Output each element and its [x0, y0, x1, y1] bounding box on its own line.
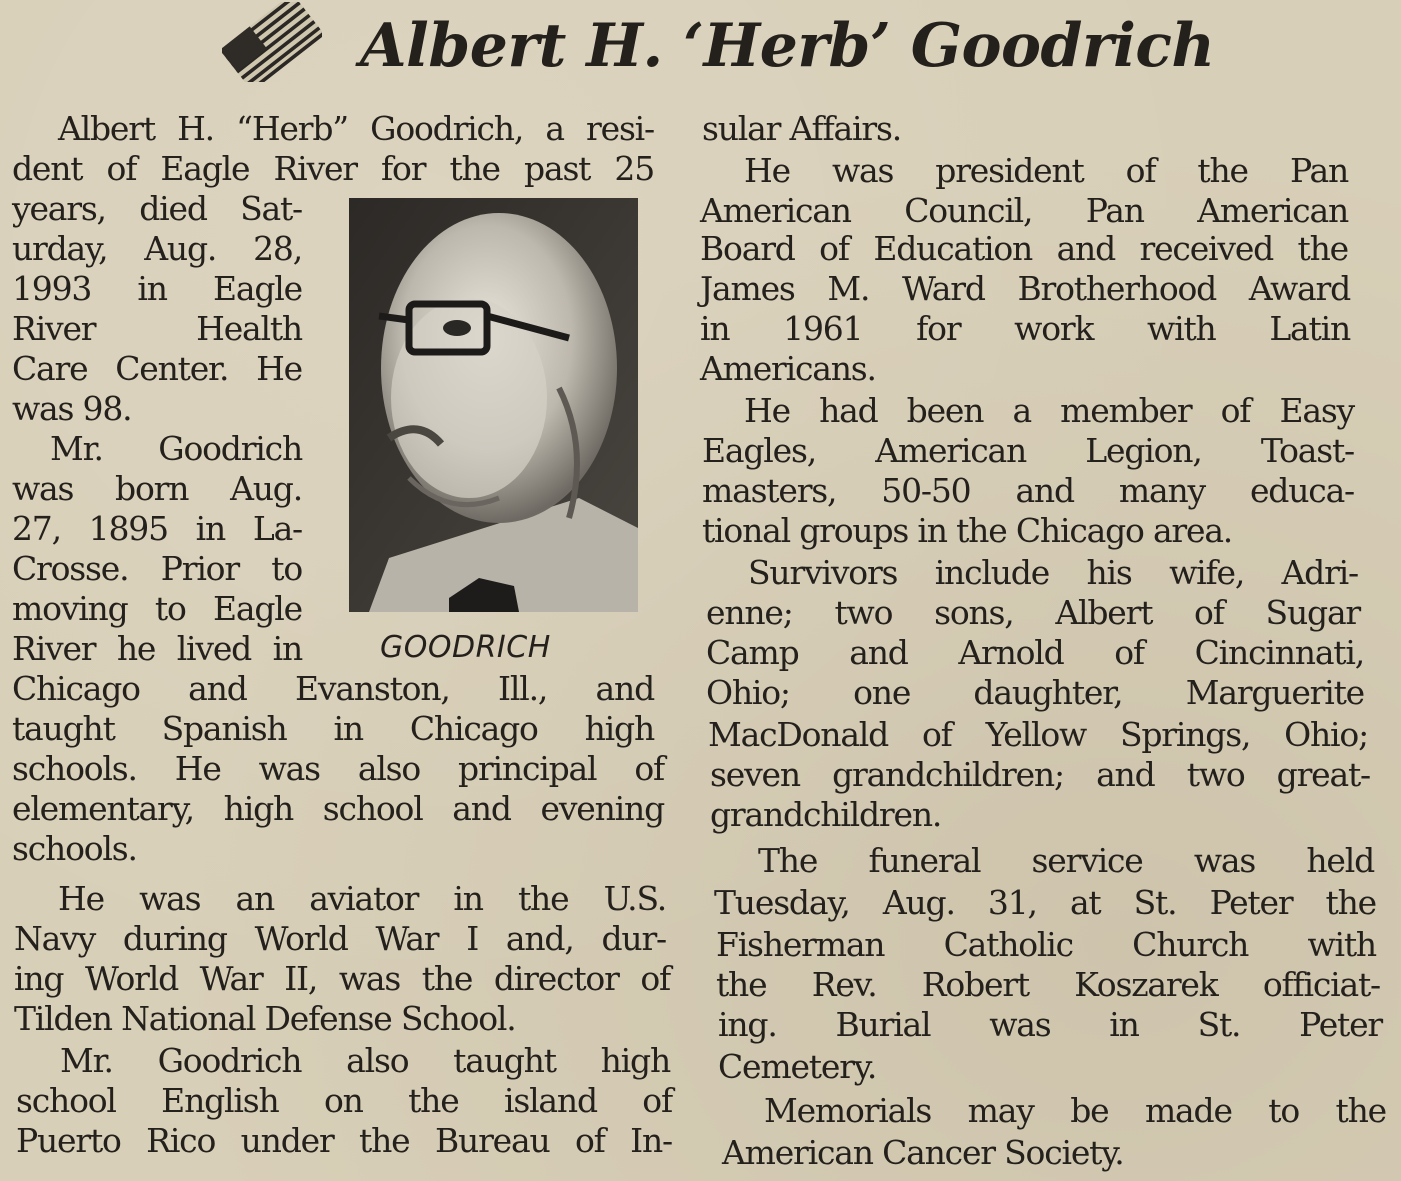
text-line: Chicago and Evanston, Ill., and: [12, 669, 654, 708]
text-line: The funeral service was held: [758, 841, 1374, 880]
text-line: was 98.: [12, 389, 132, 428]
text-line: taught Spanish in Chicago high: [12, 709, 654, 748]
text-line: Memorials may be made to the: [764, 1091, 1386, 1130]
text-line: River Health: [12, 309, 302, 348]
text-line: He was an aviator in the U.S.: [58, 879, 666, 918]
text-line: 27, 1895 in La-: [12, 509, 302, 548]
text-line: urday, Aug. 28,: [12, 229, 302, 268]
text-line: in 1961 for work with Latin: [700, 309, 1350, 348]
text-line: school English on the island of: [16, 1081, 672, 1120]
portrait-image: [349, 198, 638, 612]
text-line: James M. Ward Brotherhood Award: [700, 269, 1350, 308]
text-line: schools. He was also principal of: [12, 749, 664, 788]
text-line: Cemetery.: [718, 1047, 877, 1086]
text-line: Camp and Arnold of Cincinnati,: [706, 633, 1364, 672]
text-line: Mr. Goodrich also taught high: [60, 1041, 670, 1080]
text-line: He had been a member of Easy: [744, 391, 1354, 430]
text-line: enne; two sons, Albert of Sugar: [706, 593, 1360, 632]
text-line: schools.: [12, 829, 137, 868]
text-line: MacDonald of Yellow Springs, Ohio;: [708, 715, 1368, 754]
portrait-photo: [349, 198, 638, 612]
text-line: Survivors include his wife, Adri-: [748, 553, 1358, 592]
text-line: tional groups in the Chicago area.: [702, 511, 1233, 550]
text-line: Puerto Rico under the Bureau of In-: [16, 1121, 672, 1160]
text-line: Ohio; one daughter, Marguerite: [706, 673, 1364, 712]
text-line: grandchildren.: [710, 795, 942, 834]
text-line: Tilden National Defense School.: [14, 999, 516, 1038]
text-line: seven grandchildren; and two great-: [710, 755, 1370, 794]
text-line: River he lived in: [12, 629, 302, 668]
obituary-headline: Albert H. ‘Herb’ Goodrich: [360, 11, 1215, 81]
text-line: years, died Sat-: [12, 189, 302, 228]
american-flag-icon: [222, 2, 322, 82]
text-line: American Council, Pan American: [700, 191, 1348, 230]
text-line: Americans.: [700, 349, 876, 388]
text-line: masters, 50-50 and many educa-: [702, 471, 1354, 510]
text-line: 1993 in Eagle: [12, 269, 302, 308]
text-line: Tuesday, Aug. 31, at St. Peter the: [714, 883, 1376, 922]
text-line: was born Aug.: [12, 469, 302, 508]
text-line: Albert H. “Herb” Goodrich, a resi-: [58, 109, 654, 148]
text-line: Care Center. He: [12, 349, 302, 388]
text-line: moving to Eagle: [12, 589, 302, 628]
text-line: the Rev. Robert Koszarek officiat-: [716, 965, 1380, 1004]
text-line: Eagles, American Legion, Toast-: [702, 431, 1354, 470]
text-line: He was president of the Pan: [744, 151, 1348, 190]
text-line: ing World War II, was the director of: [14, 959, 670, 998]
text-line: Fisherman Catholic Church with: [716, 925, 1376, 964]
text-line: ing. Burial was in St. Peter: [718, 1005, 1382, 1044]
text-line: Mr. Goodrich: [50, 429, 302, 468]
text-line: Navy during World War I and, dur-: [14, 919, 666, 958]
text-line: Board of Education and received the: [700, 229, 1348, 268]
text-line: dent of Eagle River for the past 25: [12, 149, 654, 188]
photo-caption: GOODRICH: [380, 630, 551, 665]
text-line: sular Affairs.: [702, 109, 901, 148]
text-line: American Cancer Society.: [722, 1133, 1124, 1172]
text-line: Crosse. Prior to: [12, 549, 302, 588]
text-line: elementary, high school and evening: [12, 789, 664, 828]
